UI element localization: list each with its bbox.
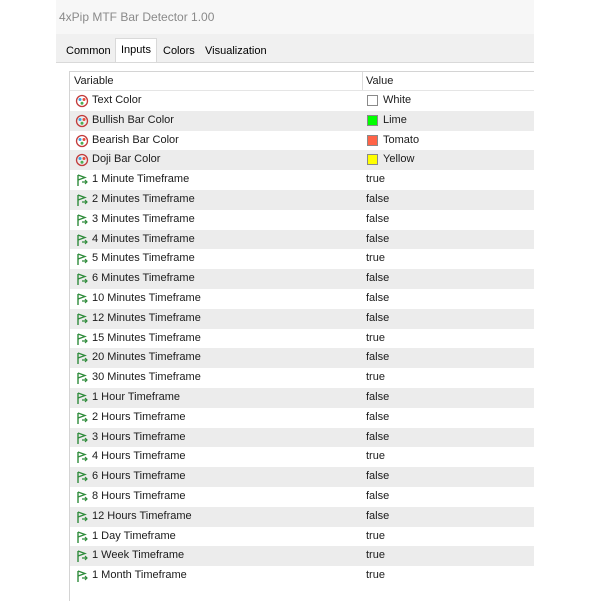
header-variable[interactable]: Variable bbox=[74, 75, 114, 87]
table-row[interactable] bbox=[70, 131, 534, 151]
variable-value[interactable]: Lime bbox=[383, 113, 407, 126]
variable-value[interactable]: false bbox=[366, 351, 390, 364]
variable-value[interactable]: true bbox=[366, 371, 385, 384]
color-swatch[interactable] bbox=[367, 115, 378, 126]
variable-name: 5 Minutes Timeframe bbox=[92, 252, 195, 265]
table-row[interactable] bbox=[70, 467, 534, 487]
flag-arrow-icon bbox=[75, 351, 89, 365]
variable-value[interactable]: false bbox=[366, 272, 390, 285]
variable-name: 8 Hours Timeframe bbox=[92, 489, 186, 502]
variable-name: Bearish Bar Color bbox=[92, 133, 179, 146]
variable-value[interactable]: Yellow bbox=[383, 153, 415, 166]
tab-common[interactable]: Common bbox=[66, 45, 111, 57]
variable-name: Doji Bar Color bbox=[92, 153, 161, 166]
variable-name: 3 Hours Timeframe bbox=[92, 430, 186, 443]
table-row[interactable] bbox=[70, 566, 534, 586]
variable-name: 12 Minutes Timeframe bbox=[92, 311, 201, 324]
table-row[interactable] bbox=[70, 111, 534, 131]
variable-value[interactable]: White bbox=[383, 94, 412, 106]
variable-name: 1 Hour Timeframe bbox=[92, 390, 181, 403]
variable-value[interactable]: Tomato bbox=[383, 133, 420, 146]
variable-name: 30 Minutes Timeframe bbox=[92, 371, 201, 384]
table-row[interactable] bbox=[70, 289, 534, 309]
table-row[interactable] bbox=[70, 150, 534, 170]
palette-icon bbox=[75, 153, 89, 167]
table-row[interactable] bbox=[70, 348, 534, 368]
header-value[interactable]: Value bbox=[366, 75, 394, 87]
flag-arrow-icon bbox=[75, 173, 89, 187]
flag-arrow-icon bbox=[75, 371, 89, 385]
flag-arrow-icon bbox=[75, 431, 89, 445]
variable-value[interactable]: true bbox=[366, 529, 385, 542]
variable-value[interactable]: false bbox=[366, 232, 390, 245]
variable-value[interactable]: false bbox=[366, 509, 390, 522]
variable-name: 2 Hours Timeframe bbox=[92, 410, 186, 423]
flag-arrow-icon bbox=[75, 272, 89, 286]
variable-value[interactable]: false bbox=[366, 291, 390, 304]
variable-name: 1 Month Timeframe bbox=[92, 569, 187, 582]
variable-value[interactable]: false bbox=[366, 390, 390, 403]
flag-arrow-icon bbox=[75, 510, 89, 524]
table-row[interactable] bbox=[70, 249, 534, 269]
flag-arrow-icon bbox=[75, 569, 89, 583]
variable-value[interactable]: false bbox=[366, 470, 390, 483]
tab-bar bbox=[56, 38, 534, 62]
color-swatch[interactable] bbox=[367, 135, 378, 146]
table-row[interactable] bbox=[70, 91, 534, 111]
variable-value[interactable]: true bbox=[366, 569, 385, 582]
table-row[interactable] bbox=[70, 428, 534, 448]
variable-value[interactable]: true bbox=[366, 450, 385, 463]
tab-inputs[interactable]: Inputs bbox=[115, 38, 157, 62]
variable-name: 1 Week Timeframe bbox=[92, 549, 185, 562]
variable-value[interactable]: false bbox=[366, 192, 390, 205]
flag-arrow-icon bbox=[75, 312, 89, 326]
table-row[interactable] bbox=[70, 408, 534, 428]
table-row[interactable] bbox=[70, 269, 534, 289]
palette-icon bbox=[75, 94, 89, 108]
variable-name: 4 Hours Timeframe bbox=[92, 450, 186, 463]
flag-arrow-icon bbox=[75, 193, 89, 207]
table-row[interactable] bbox=[70, 487, 534, 507]
variable-name: 12 Hours Timeframe bbox=[92, 509, 192, 522]
table-row[interactable] bbox=[70, 170, 534, 190]
table-row[interactable] bbox=[70, 190, 534, 210]
table-row[interactable] bbox=[70, 368, 534, 388]
variable-name: 1 Day Timeframe bbox=[92, 529, 176, 542]
tab-visualization[interactable]: Visualization bbox=[205, 45, 267, 57]
header-divider[interactable] bbox=[362, 72, 363, 90]
variable-name: 4 Minutes Timeframe bbox=[92, 232, 195, 245]
grid-header bbox=[70, 72, 534, 91]
variable-name: 1 Minute Timeframe bbox=[92, 173, 190, 186]
table-row[interactable] bbox=[70, 507, 534, 527]
variable-name: 15 Minutes Timeframe bbox=[92, 331, 201, 344]
tab-colors[interactable]: Colors bbox=[163, 45, 195, 57]
variable-name: Text Color bbox=[92, 94, 142, 106]
variable-name: 20 Minutes Timeframe bbox=[92, 351, 201, 364]
variable-value[interactable]: false bbox=[366, 489, 390, 502]
flag-arrow-icon bbox=[75, 530, 89, 544]
variable-name: 3 Minutes Timeframe bbox=[92, 212, 195, 225]
flag-arrow-icon bbox=[75, 470, 89, 484]
variable-value[interactable]: true bbox=[366, 173, 385, 186]
table-row[interactable] bbox=[70, 388, 534, 408]
flag-arrow-icon bbox=[75, 391, 89, 405]
variable-name: 6 Hours Timeframe bbox=[92, 470, 186, 483]
variable-name: 10 Minutes Timeframe bbox=[92, 291, 201, 304]
properties-dialog bbox=[56, 0, 534, 600]
table-row[interactable] bbox=[70, 527, 534, 547]
table-row[interactable] bbox=[70, 329, 534, 349]
variable-value[interactable]: true bbox=[366, 252, 385, 265]
variable-value[interactable]: true bbox=[366, 549, 385, 562]
variable-name: 2 Minutes Timeframe bbox=[92, 192, 195, 205]
palette-icon bbox=[75, 134, 89, 148]
variable-name: 6 Minutes Timeframe bbox=[92, 272, 195, 285]
table-row[interactable] bbox=[70, 309, 534, 329]
table-row[interactable] bbox=[70, 546, 534, 566]
flag-arrow-icon bbox=[75, 450, 89, 464]
flag-arrow-icon bbox=[75, 549, 89, 563]
palette-icon bbox=[75, 114, 89, 128]
variable-value[interactable]: true bbox=[366, 331, 385, 344]
inputs-panel bbox=[56, 62, 534, 600]
flag-arrow-icon bbox=[75, 292, 89, 306]
color-swatch[interactable] bbox=[367, 154, 378, 165]
flag-arrow-icon bbox=[75, 233, 89, 247]
flag-arrow-icon bbox=[75, 411, 89, 425]
flag-arrow-icon bbox=[75, 213, 89, 227]
variable-value[interactable]: false bbox=[366, 212, 390, 225]
flag-arrow-icon bbox=[75, 490, 89, 504]
table-row[interactable] bbox=[70, 230, 534, 250]
table-row[interactable] bbox=[70, 210, 534, 230]
variable-value[interactable]: false bbox=[366, 311, 390, 324]
flag-arrow-icon bbox=[75, 332, 89, 346]
window-title: 4xPip MTF Bar Detector 1.00 bbox=[56, 0, 534, 34]
inputs-grid bbox=[69, 71, 534, 601]
variable-value[interactable]: false bbox=[366, 430, 390, 443]
grid-rows bbox=[70, 91, 534, 586]
color-swatch[interactable] bbox=[367, 95, 378, 106]
variable-value[interactable]: false bbox=[366, 410, 390, 423]
table-row[interactable] bbox=[70, 447, 534, 467]
variable-name: Bullish Bar Color bbox=[92, 113, 174, 126]
flag-arrow-icon bbox=[75, 252, 89, 266]
